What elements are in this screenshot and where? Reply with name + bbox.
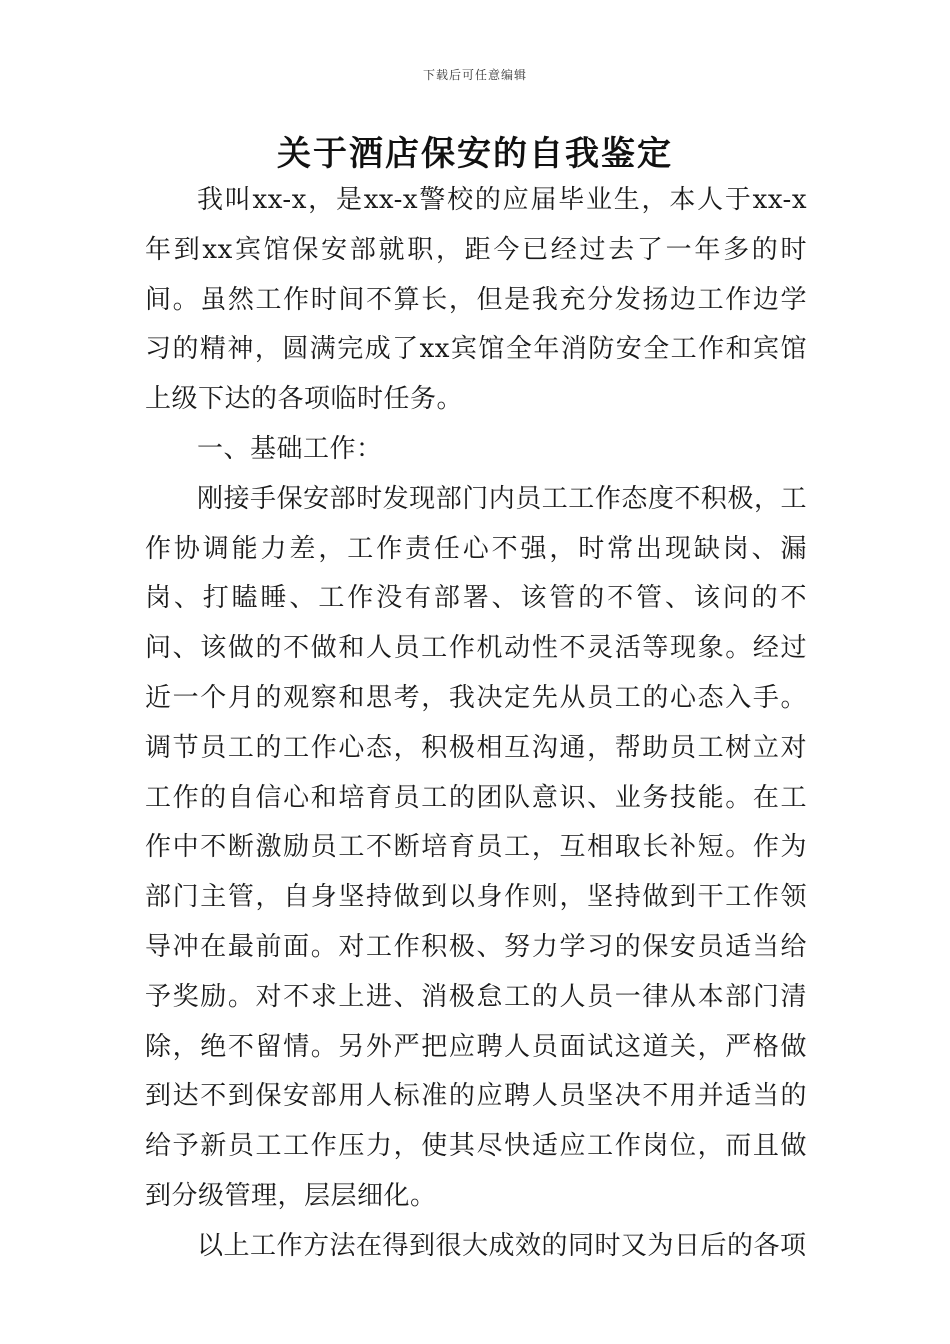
document-title: 关于酒店保安的自我鉴定 [277,134,673,174]
paragraph-continuation: 以上工作方法在得到很大成效的同时又为日后的各项 [197,1230,807,1261]
paragraph-intro: 我叫xx-x，是xx-x警校的应届毕业生，本人于xx-x年到xx宾馆保安部就职，距今已经过去了一年多的时间。虽然工作时间不算长，但是我充分发扬边工作边学习的精神，圆满完成了xx宾馆全年消防安全工作和宾馆上级下达的各项临时任务。 [145,185,807,415]
document-body [145,176,807,1272]
header-note: 下载后可任意编辑 [422,68,527,82]
paragraph-basic-work: 刚接手保安部时发现部门内员工工作态度不积极，工作协调能力差，工作责任心不强，时常出现缺岗、漏岗、打瞌睡、工作没有部署、该管的不管、该问的不问、该做的不做和人员工作机动性不灵活等现象。经过近一个月的观察和思考，我决定先从员工的心态入手。调节员工的工作心态，积极相互沟通，帮助员工树立对工作的自信心和培育员工的团队意识、业务技能。在工作中不断激励员工不断培育员工，互相取长补短。作为部门主管，自身坚持做到以身作则，坚持做到干工作领导冲在最前面。对工作积极、努力学习的保安员适当给予奖励。对不求上进、消极怠工的人员一律从本部门清除，绝不留情。另外严把应聘人员面试这道关，严格做到达不到保安部用人标准的应聘人员坚决不用并适当的给予新员工工作压力，使其尽快适应工作岗位，而且做到分级管理，层层细化。 [145,483,807,1211]
section-heading-basic-work: 一、基础工作： [197,433,383,464]
